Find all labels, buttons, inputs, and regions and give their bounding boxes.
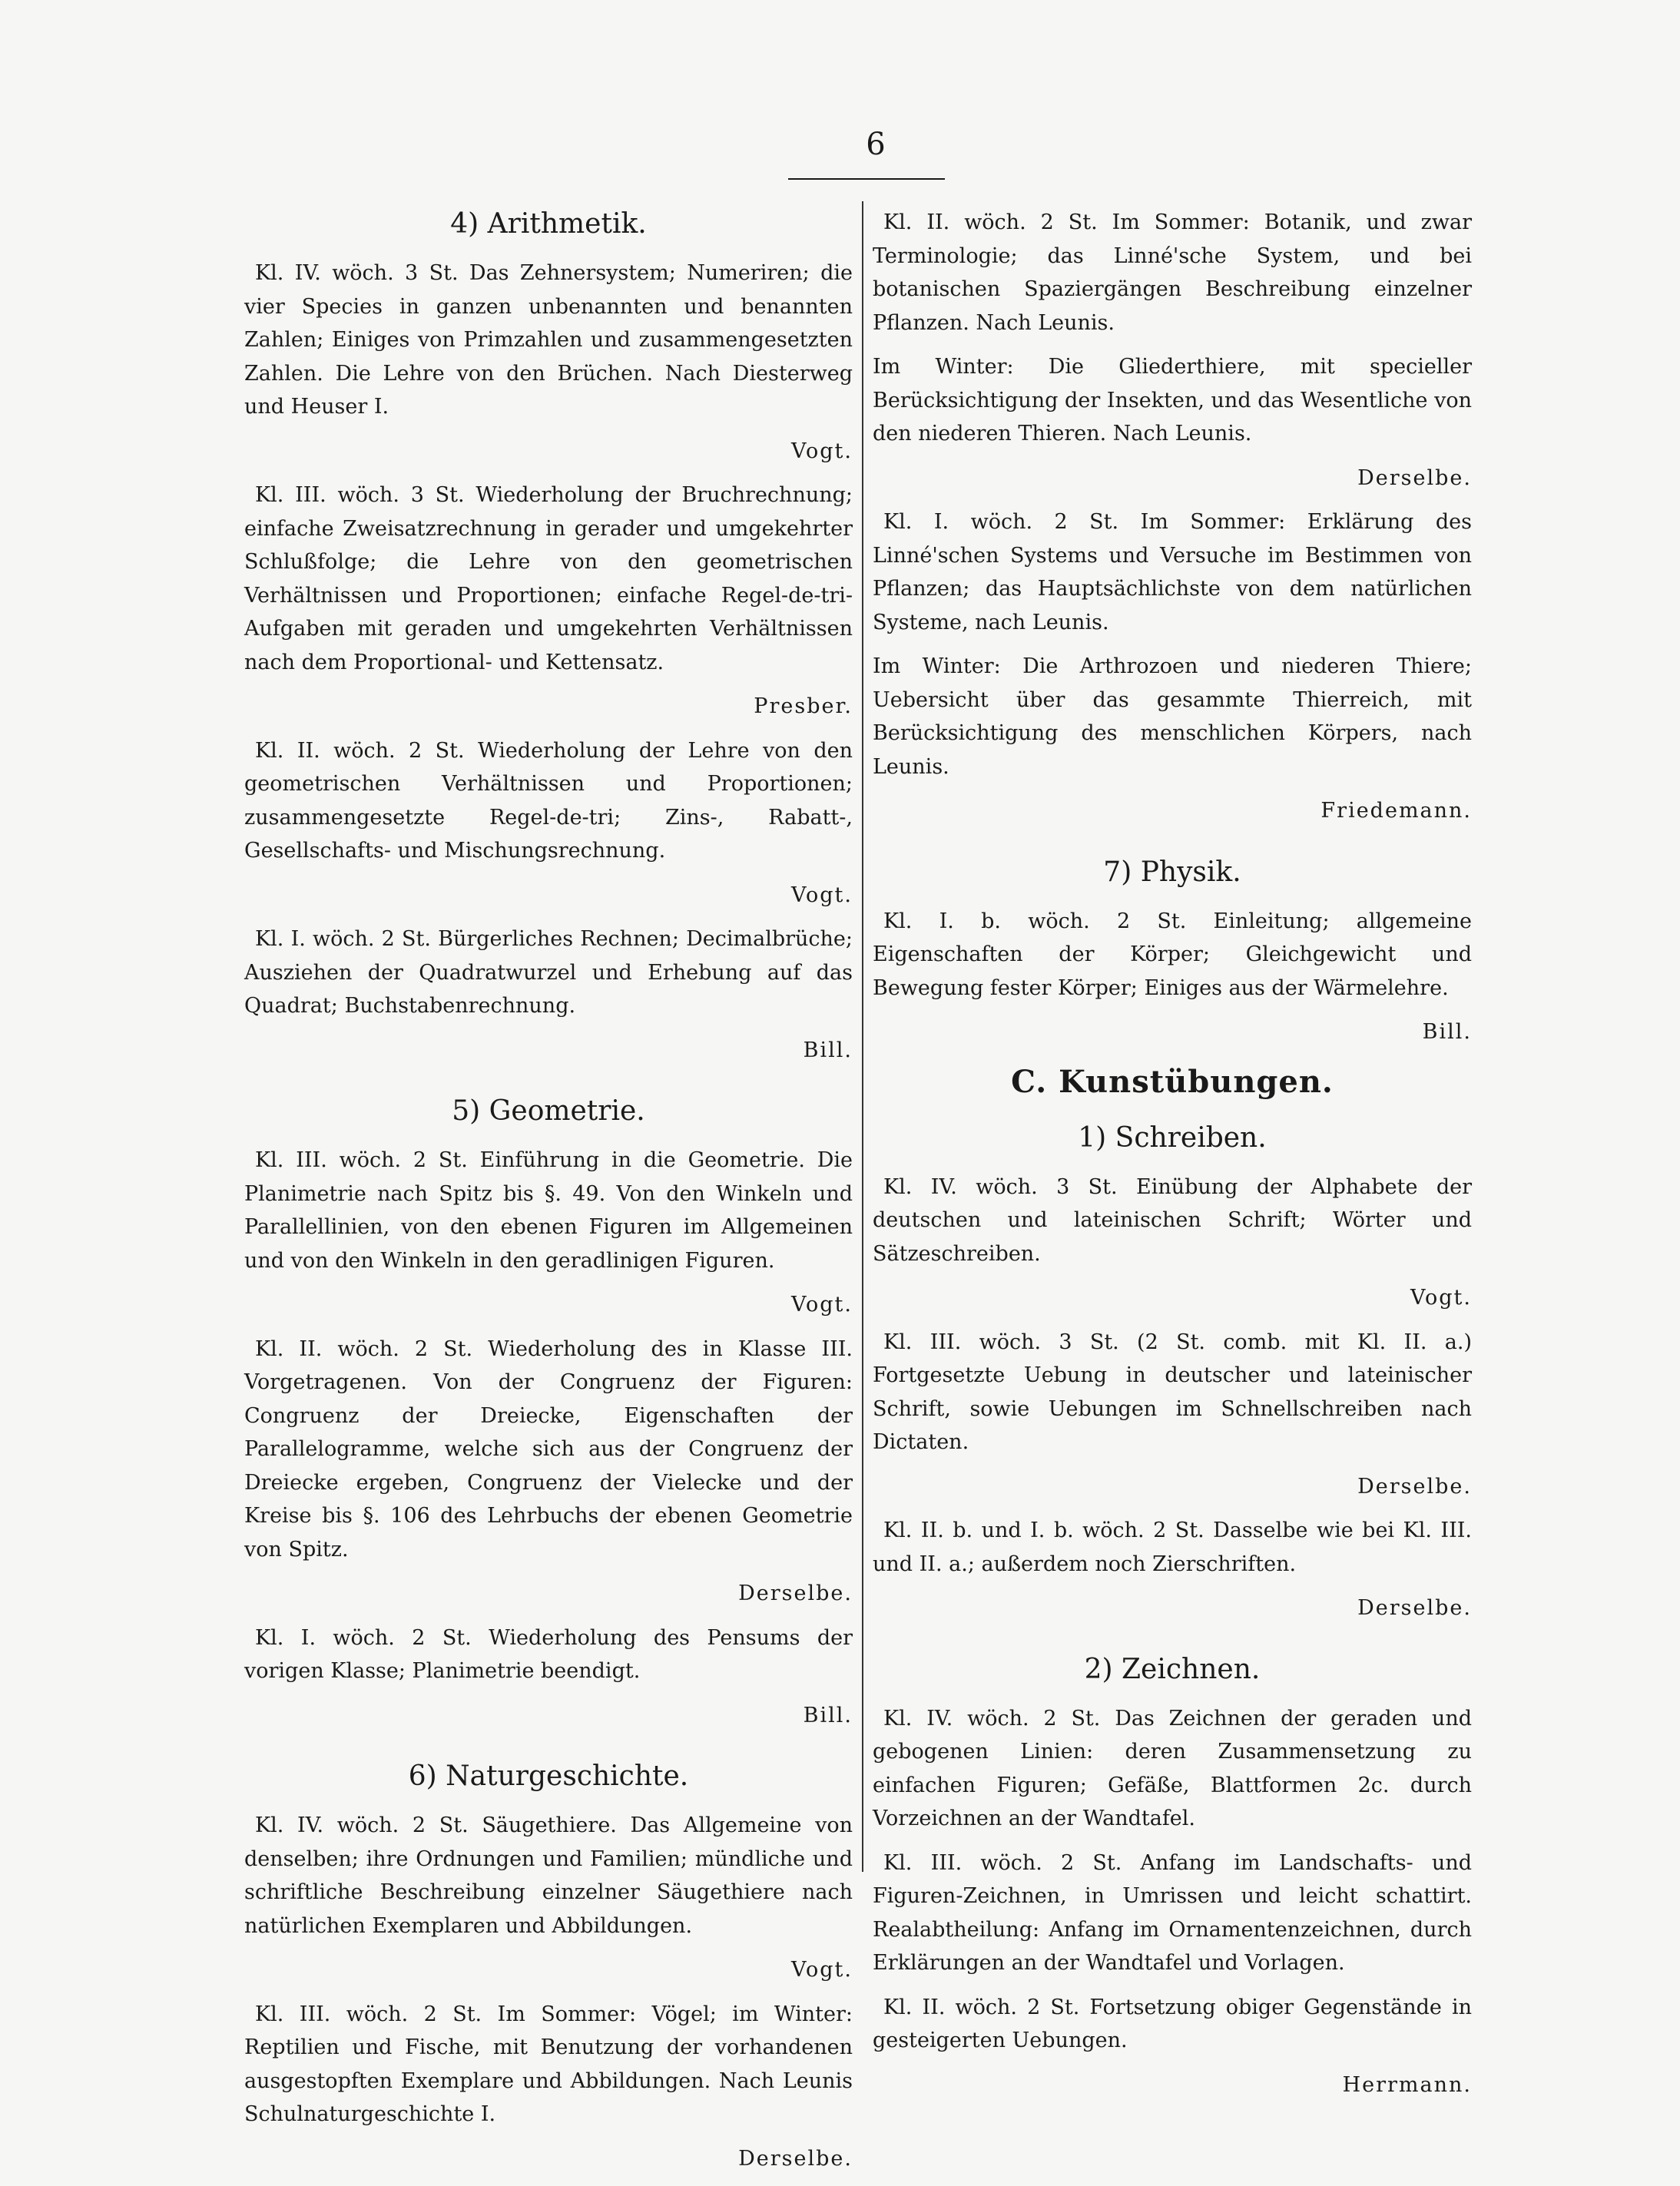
teacher-name: Bill. <box>1422 1020 1472 1044</box>
column-divider <box>862 201 863 1872</box>
section-heading-kunstuebungen: C. Kunstübungen. <box>1011 1063 1334 1100</box>
entry-text: Kl. IV. wöch. 2 St. Säugethiere. Das Allgemeine von denselben; ihre Ordnungen und Familien; mündliche und schriftliche Beschreibung einzelner Säugethiere nach natürlichen Exemplaren und Abbildungen. <box>244 1813 853 1938</box>
teacher-name: Presber. <box>754 694 853 718</box>
page-number: 6 <box>866 127 886 162</box>
teacher-name: Derselbe. <box>1357 465 1472 490</box>
header-rule <box>788 178 945 180</box>
teacher-name: Friedemann. <box>1320 799 1472 823</box>
teacher-name: Vogt. <box>1410 1286 1472 1310</box>
entry-text: Kl. II. b. und I. b. wöch. 2 St. Dasselbe wie bei Kl. III. und II. a.; außerdem noch Zierschriften. <box>873 1519 1472 1576</box>
teacher-name: Bill. <box>803 1038 853 1062</box>
entry-text: Kl. III. wöch. 2 St. Einführung in die Geometrie. Die Planimetrie nach Spitz bis §. 49. Von den Winkeln und Parallellinien, von den ebenen Figuren im Allgemeinen und von den Winkeln in den geradlinigen Figuren. <box>244 1148 853 1273</box>
entry-text: Kl. I. b. wöch. 2 St. Einleitung; allgemeine Eigenschaften der Körper; Gleichgewicht und Bewegung fester Körper; Einiges aus der Wärmelehre. <box>873 909 1472 1000</box>
teacher-name: Derselbe. <box>1357 1596 1472 1620</box>
section-heading-geometrie: 5) Geometrie. <box>452 1095 645 1127</box>
teacher-name: Vogt. <box>791 883 853 907</box>
entry-text: Kl. I. wöch. 2 St. Bürgerliches Rechnen; Decimalbrüche; Ausziehen der Quadratwurzel und Erhebung auf das Quadrat; Buchstabenrechnung. <box>244 927 853 1018</box>
section-heading-arithmetik: 4) Arithmetik. <box>450 208 647 240</box>
section-heading-zeichnen: 2) Zeichnen. <box>1084 1653 1261 1685</box>
entry-text: Kl. III. wöch. 2 St. Anfang im Landschafts- und Figuren-Zeichnen, in Umrissen und leicht schattirt. Realabtheilung: Anfang im Ornamentenzeichnen, durch Erklärungen an der Wandtafel und Vorlagen. <box>873 1850 1472 1975</box>
teacher-name: Derselbe. <box>1357 1474 1472 1499</box>
teacher-name: Herrmann. <box>1342 2072 1472 2097</box>
teacher-name: Vogt. <box>791 1958 853 1982</box>
entry-text: Kl. III. wöch. 2 St. Im Sommer: Vögel; im Winter: Reptilien und Fische, mit Benutzung der vorhandenen ausgestopften Exemplare und Abbildungen. Nach Leunis Schulnaturgeschichte I. <box>244 2002 853 2126</box>
entry-text: Kl. II. wöch. 2 St. Im Sommer: Botanik, und zwar Terminologie; das Linné'sche System, und bei botanischen Spaziergängen Beschreibung einzelner Pflanzen. Nach Leunis. <box>873 210 1472 335</box>
teacher-name: Derselbe. <box>738 2146 853 2171</box>
section-heading-schreiben: 1) Schreiben. <box>1078 1121 1267 1154</box>
entry-text: Kl. I. wöch. 2 St. Wiederholung des Pensums der vorigen Klasse; Planimetrie beendigt. <box>244 1625 853 1683</box>
entry-text: Im Winter: Die Gliederthiere, mit specieller Berücksichtigung der Insekten, und das Wesentliche von den niederen Thieren. Nach Leunis. <box>873 355 1472 445</box>
section-heading-physik: 7) Physik. <box>1103 856 1241 888</box>
teacher-name: Vogt. <box>791 439 853 463</box>
teacher-name: Derselbe. <box>738 1582 853 1605</box>
entry-text: Kl. I. wöch. 2 St. Im Sommer: Erklärung des Linné'schen Systems und Versuche im Bestimmen von Pflanzen; das Hauptsächlichste von dem natürlichen Systeme, nach Leunis. <box>873 510 1472 634</box>
entry-text: Kl. IV. wöch. 2 St. Das Zeichnen der geraden und gebogenen Linien: deren Zusammensetzung zu einfachen Figuren; Gefäße, Blattformen 2c. durch Vorzeichnen an der Wandtafel. <box>873 1706 1472 1830</box>
entry-text: Kl. IV. wöch. 3 St. Das Zehnersystem; Numeriren; die vier Species in ganzen unbenannten und benannten Zahlen; Einiges von Primzahlen und zusammengesetzten Zahlen. Die Lehre von den Brüchen. Nach Diesterweg und Heuser I. <box>244 261 853 419</box>
left-column <box>244 206 853 2186</box>
entry-text: Kl. IV. wöch. 3 St. Einübung der Alphabete der deutschen und lateinischen Schrift; Wörter und Sätzeschreiben. <box>873 1174 1472 1266</box>
entry-text: Kl. III. wöch. 3 St. (2 St. comb. mit Kl. II. a.) Fortgesetzte Uebung in deutscher und lateinischer Schrift, sowie Uebungen im Schnellschreiben nach Dictaten. <box>873 1330 1472 1454</box>
entry-text: Kl. II. wöch. 2 St. Wiederholung der Lehre von den geometrischen Verhältnissen und Proportionen; zusammengesetzte Regel-de-tri; Zins-, Rabatt-, Gesellschafts- und Mischungsrechnung. <box>244 738 853 863</box>
entry-text: Kl. II. wöch. 2 St. Wiederholung des in Klasse III. Vorgetragenen. Von der Congruenz der Figuren: Congruenz der Dreiecke, Eigenschaften der Parallelogramme, welche sich aus der Congruenz der Dreiecke ergeben, Congruenz der Vielecke und der Kreise bis §. 106 des Lehrbuchs der ebenen Geometrie von Spitz. <box>244 1336 853 1562</box>
section-heading-naturgeschichte: 6) Naturgeschichte. <box>408 1760 689 1792</box>
entry-text: Im Winter: Die Arthrozoen und niederen Thiere; Uebersicht über das gesammte Thierreich, mit Berücksichtigung des menschlichen Körpers, nach Leunis. <box>873 654 1472 779</box>
entry-text: Kl. III. wöch. 3 St. Wiederholung der Bruchrechnung; einfache Zweisatzrechnung in gerader und umgekehrter Schlußfolge; die Lehre von den geometrischen Verhältnissen und Proportionen; einfache Regel-de-tri-Aufgaben mit geraden und umgekehrten Verhältnissen nach dem Proportional- und Kettensatz. <box>244 483 853 674</box>
entry-text: Kl. II. wöch. 2 St. Fortsetzung obiger Gegenstände in gesteigerten Uebungen. <box>873 1995 1472 2052</box>
right-column <box>873 206 1472 2112</box>
teacher-name: Vogt. <box>791 1293 853 1317</box>
teacher-name: Bill. <box>803 1703 853 1727</box>
